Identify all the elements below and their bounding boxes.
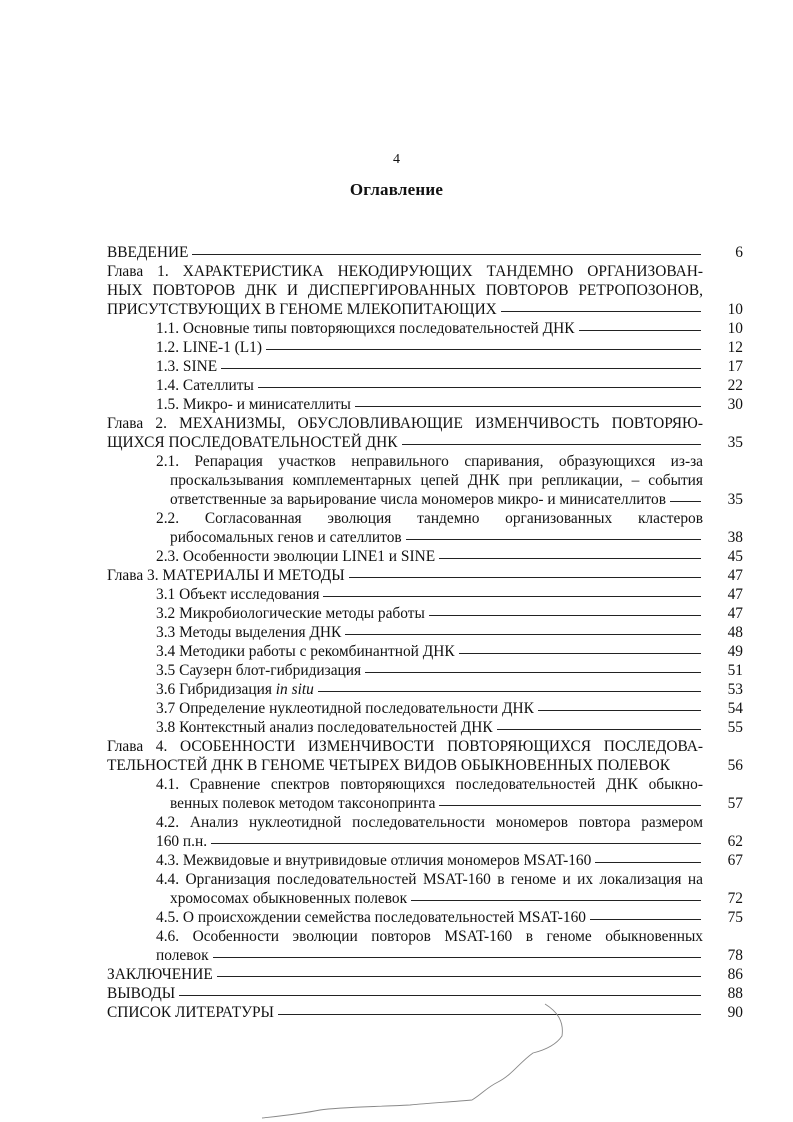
toc-entry-text: Глава 3. МАТЕРИАЛЫ И МЕТОДЫ: [107, 567, 345, 584]
toc-chapter-entry[interactable]: [107, 414, 747, 452]
toc-entry-text: 3.7 Определение нуклеотидной последовательности ДНК: [156, 700, 534, 717]
toc-page-number: 57: [727, 795, 743, 812]
leader-line: [429, 614, 701, 616]
toc-entry-text: ЩИХСЯ ПОСЛЕДОВАТЕЛЬНОСТЕЙ ДНК: [107, 434, 398, 451]
toc-section-entry[interactable]: [107, 661, 747, 680]
leader-line: [501, 310, 701, 312]
leader-line: [345, 633, 701, 635]
table-of-contents: [107, 243, 747, 1022]
pen-mark: [250, 990, 610, 1122]
toc-page-number: 78: [727, 947, 743, 964]
toc-entry-text: 4.2. Анализ нуклеотидной последовательности мономеров повтора размером: [156, 814, 703, 831]
toc-entry-text: хромосомах обыкновенных полевок: [170, 890, 408, 907]
leader-line: [411, 899, 701, 901]
toc-entry-text: 3.3 Методы выделения ДНК: [156, 624, 342, 641]
toc-section-entry[interactable]: [107, 509, 747, 547]
leader-line: [258, 386, 701, 388]
toc-entry-text: 1.1. Основные типы повторяющихся последовательностей ДНК: [156, 320, 575, 337]
toc-entry-text: 4.1. Сравнение спектров повторяющихся последовательностей ДНК обыкно-: [156, 776, 703, 793]
leader-line: [211, 842, 701, 844]
leader-line: [497, 728, 701, 730]
toc-entry-text: 2.1. Репарация участков неправильного спаривания, образующихся из-за: [156, 453, 703, 470]
leader-line: [213, 956, 701, 958]
leader-line: [595, 861, 701, 863]
toc-entry-text: 1.2. LINE-1 (L1): [156, 339, 262, 356]
toc-section-entry[interactable]: [107, 376, 747, 395]
toc-page-number: 30: [727, 396, 743, 413]
toc-entry-text: 2.2. Согласованная эволюция тандемно организованных кластеров: [156, 510, 703, 527]
toc-entry-text: ТЕЛЬНОСТЕЙ ДНК В ГЕНОМЕ ЧЕТЫРЕХ ВИДОВ ОБЫКНОВЕННЫХ ПОЛЕВОК: [107, 757, 670, 774]
toc-page-number: 12: [727, 339, 743, 356]
toc-page-number: 67: [727, 852, 743, 869]
toc-entry-text: проскальзывания комплементарных цепей ДНК при репликации, – события: [170, 472, 703, 489]
toc-entry-text: Глава 1. ХАРАКТЕРИСТИКА НЕКОДИРУЮЩИХ ТАНДЕМНО ОРГАНИЗОВАН-: [107, 263, 703, 280]
toc-page-number: 88: [727, 985, 743, 1002]
toc-chapter-entry[interactable]: [107, 243, 747, 262]
toc-section-entry[interactable]: [107, 718, 747, 737]
leader-line: [349, 576, 701, 578]
toc-entry-text: 3.8 Контекстный анализ последовательностей ДНК: [156, 719, 493, 736]
toc-entry-text: НЫХ ПОВТОРОВ ДНК И ДИСПЕРГИРОВАННЫХ ПОВТОРОВ РЕТРОПОЗОНОВ,: [107, 282, 703, 299]
leader-line: [365, 671, 701, 673]
toc-title: Оглавление: [349, 180, 444, 199]
toc-page-number: 22: [727, 377, 743, 394]
toc-page-number: 48: [727, 624, 743, 641]
toc-section-entry[interactable]: [107, 319, 747, 338]
toc-page-number: 10: [727, 301, 743, 318]
toc-entry-text: ПРИСУТСТВУЮЩИХ В ГЕНОМЕ МЛЕКОПИТАЮЩИХ: [107, 301, 497, 318]
toc-page-number: 55: [727, 719, 743, 736]
toc-page-number: 17: [727, 358, 743, 375]
toc-section-entry[interactable]: [107, 870, 747, 908]
toc-page-number: 56: [727, 757, 743, 774]
leader-line: [355, 405, 701, 407]
toc-page-number: 72: [727, 890, 743, 907]
leader-line: [579, 329, 701, 331]
toc-section-entry[interactable]: [107, 699, 747, 718]
toc-entry-text: 3.4 Методики работы с рекомбинантной ДНК: [156, 643, 455, 660]
toc-section-entry[interactable]: [107, 680, 747, 699]
toc-page-number: 49: [727, 643, 743, 660]
toc-chapter-entry[interactable]: [107, 965, 747, 984]
leader-line: [538, 709, 701, 711]
leader-line: [459, 652, 701, 654]
toc-entry-text: полевок: [156, 947, 209, 964]
toc-section-entry[interactable]: [107, 357, 747, 376]
toc-section-entry[interactable]: [107, 585, 747, 604]
toc-section-entry[interactable]: [107, 775, 747, 813]
leader-line: [670, 500, 701, 502]
toc-entry-text: 3.6 Гибридизация in situ: [156, 681, 314, 698]
toc-entry-text: ответственные за варьирование числа мономеров микро- и минисателлитов: [170, 491, 666, 508]
toc-page-number: 47: [727, 605, 743, 622]
leader-line: [323, 595, 701, 597]
toc-page-number: 47: [727, 586, 743, 603]
toc-page-number: 90: [727, 1004, 743, 1021]
toc-entry-text: 4.3. Межвидовые и внутривидовые отличия мономеров MSAT-160: [156, 852, 592, 869]
toc-entry-text: ВЫВОДЫ: [107, 985, 176, 1002]
leader-line: [402, 443, 701, 445]
toc-section-entry[interactable]: [107, 813, 747, 851]
toc-page-number: 75: [727, 909, 743, 926]
toc-page-number: 86: [727, 966, 743, 983]
toc-page-number: 45: [727, 548, 743, 565]
toc-entry-text: СПИСОК ЛИТЕРАТУРЫ: [107, 1004, 274, 1021]
leader-line: [221, 367, 701, 369]
toc-entry-text: 3.1 Объект исследования: [156, 586, 320, 603]
toc-section-entry[interactable]: [107, 604, 747, 623]
toc-entry-text: 1.3. SINE: [156, 358, 218, 375]
toc-entry-text: 1.4. Сателлиты: [156, 377, 254, 394]
toc-page-number: 38: [727, 529, 743, 546]
toc-entry-text: 1.5. Микро- и минисателлиты: [156, 396, 351, 413]
toc-entry-text: ЗАКЛЮЧЕНИЕ: [107, 966, 213, 983]
toc-entry-text: 3.5 Саузерн блот-гибридизация: [156, 662, 362, 679]
toc-section-entry[interactable]: [107, 623, 747, 642]
toc-page-number: 6: [735, 244, 743, 261]
leader-line: [192, 253, 701, 255]
toc-entry-text: рибосомальных генов и сателлитов: [170, 529, 402, 546]
toc-page-number: 51: [727, 662, 743, 679]
leader-line: [439, 804, 701, 806]
toc-section-entry[interactable]: [107, 927, 747, 965]
toc-page-number: 47: [727, 567, 743, 584]
leader-line: [439, 557, 701, 559]
toc-page-number: 54: [727, 700, 743, 717]
toc-section-entry[interactable]: [107, 547, 747, 566]
toc-section-entry[interactable]: [107, 395, 747, 414]
toc-entry-text: 4.5. О происхождении семейства последовательностей MSAT-160: [156, 909, 586, 926]
leader-line: [590, 918, 701, 920]
toc-page-number: 10: [727, 320, 743, 337]
toc-chapter-entry[interactable]: [107, 262, 747, 319]
toc-section-entry[interactable]: [107, 908, 747, 927]
toc-page-number: 35: [727, 491, 743, 508]
toc-page-number: 53: [727, 681, 743, 698]
leader-line: [406, 538, 701, 540]
toc-chapter-entry[interactable]: [107, 566, 747, 585]
toc-chapter-entry[interactable]: [107, 737, 747, 775]
page-number: 4: [393, 152, 400, 167]
toc-entry-text: 4.6. Особенности эволюции повторов MSAT-160 в геноме обыкновенных: [156, 928, 703, 945]
toc-page-number: 62: [727, 833, 743, 850]
toc-section-entry[interactable]: [107, 452, 747, 509]
toc-entry-text: ВВЕДЕНИЕ: [107, 244, 189, 261]
toc-entry-text: Глава 4. ОСОБЕННОСТИ ИЗМЕНЧИВОСТИ ПОВТОРЯЮЩИХСЯ ПОСЛЕДОВА-: [107, 738, 703, 755]
toc-page-number: 35: [727, 434, 743, 451]
leader-line: [266, 348, 701, 350]
toc-section-entry[interactable]: [107, 851, 747, 870]
toc-entry-text: Глава 2. МЕХАНИЗМЫ, ОБУСЛОВЛИВАЮЩИЕ ИЗМЕНЧИВОСТЬ ПОВТОРЯЮ-: [107, 415, 703, 432]
toc-entry-text: 160 п.н.: [156, 833, 208, 850]
toc-entry-text: венных полевок методом таксонопринта: [170, 795, 436, 812]
toc-entry-text: 4.4. Организация последовательностей MSAT-160 в геноме и их локализация на: [156, 871, 703, 888]
leader-line: [217, 975, 701, 977]
toc-section-entry[interactable]: [107, 642, 747, 661]
toc-section-entry[interactable]: [107, 338, 747, 357]
toc-entry-text: 2.3. Особенности эволюции LINE1 и SINE: [156, 548, 436, 565]
toc-entry-text: 3.2 Микробиологические методы работы: [156, 605, 425, 622]
leader-line: [318, 690, 701, 692]
